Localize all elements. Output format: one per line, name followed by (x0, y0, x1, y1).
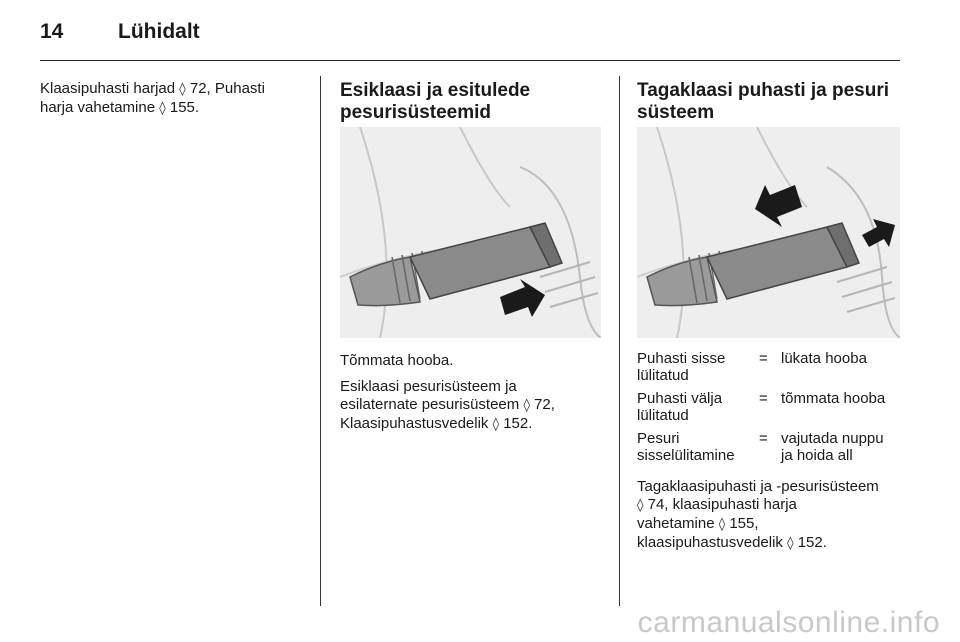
link-page-155[interactable]: 155, (729, 515, 759, 532)
column-1 (40, 80, 310, 126)
link-page-155[interactable]: 155. (169, 99, 200, 116)
column-3 (637, 80, 907, 124)
column-divider-2 (619, 76, 620, 606)
page-reference-icon: ◊ (523, 398, 530, 413)
link-page-72[interactable]: 72, Puhasti (189, 80, 265, 97)
front-wiper-stalk-illustration (340, 127, 601, 338)
heading-front-washer: Esiklaasi ja esitulede pesurisüsteemid (340, 80, 531, 123)
page-reference-icon: ◊ (718, 517, 726, 532)
page-reference-icon: ◊ (179, 82, 186, 97)
table-row: Puhasti välja lülitatud = tõmmata hooba (637, 390, 886, 424)
figure-caption: Tõmmata hooba. (340, 352, 454, 369)
page-reference-icon: ◊ (159, 101, 166, 116)
section-title: Lühidalt (118, 20, 200, 43)
intro-paragraph: Klaasipuhasti harjad ◊ 72, Puhasti harja vahetamine ◊ 155. (40, 80, 265, 116)
page-header (0, 0, 960, 60)
column-2-body (340, 352, 610, 442)
link-page-152[interactable]: 152. (797, 534, 827, 551)
column-divider-1 (320, 76, 321, 606)
column-3-body (637, 350, 907, 561)
rear-washer-paragraph: Tagaklaasipuhasti ja -pesurisüsteem ◊ 74, klaasipuhasti harja vahetamine ◊ 155, klaasipuhastusvedelik ◊ 152. (637, 478, 879, 551)
link-page-72[interactable]: 72, (534, 396, 555, 413)
column-2 (340, 80, 610, 124)
page-reference-icon: ◊ (637, 498, 644, 513)
page-number: 14 (40, 20, 64, 43)
front-washer-paragraph: Esiklaasi pesurisüsteem ja esilaternate pesurisüsteem ◊ 72, Klaasipuhastusvedelik ◊ 152. (340, 378, 555, 432)
page-reference-icon: ◊ (787, 536, 794, 551)
header-divider (40, 60, 900, 61)
rear-wiper-stalk-illustration (637, 127, 900, 338)
table-row: Pesuri sisselülitamine = vajutada nuppu ja hoida all (637, 430, 884, 464)
link-page-74[interactable]: 74, klaasipuhasti harja (647, 496, 797, 513)
rear-wiper-function-table (637, 350, 885, 470)
table-row: Puhasti sisse lülitatud = lükata hooba (637, 350, 867, 384)
heading-rear-wiper: Tagaklaasi puhasti ja pesuri süsteem (637, 80, 890, 123)
watermark: carmanualsonline.info (637, 606, 940, 639)
link-page-152[interactable]: 152. (503, 415, 533, 432)
page-reference-icon: ◊ (492, 417, 500, 432)
